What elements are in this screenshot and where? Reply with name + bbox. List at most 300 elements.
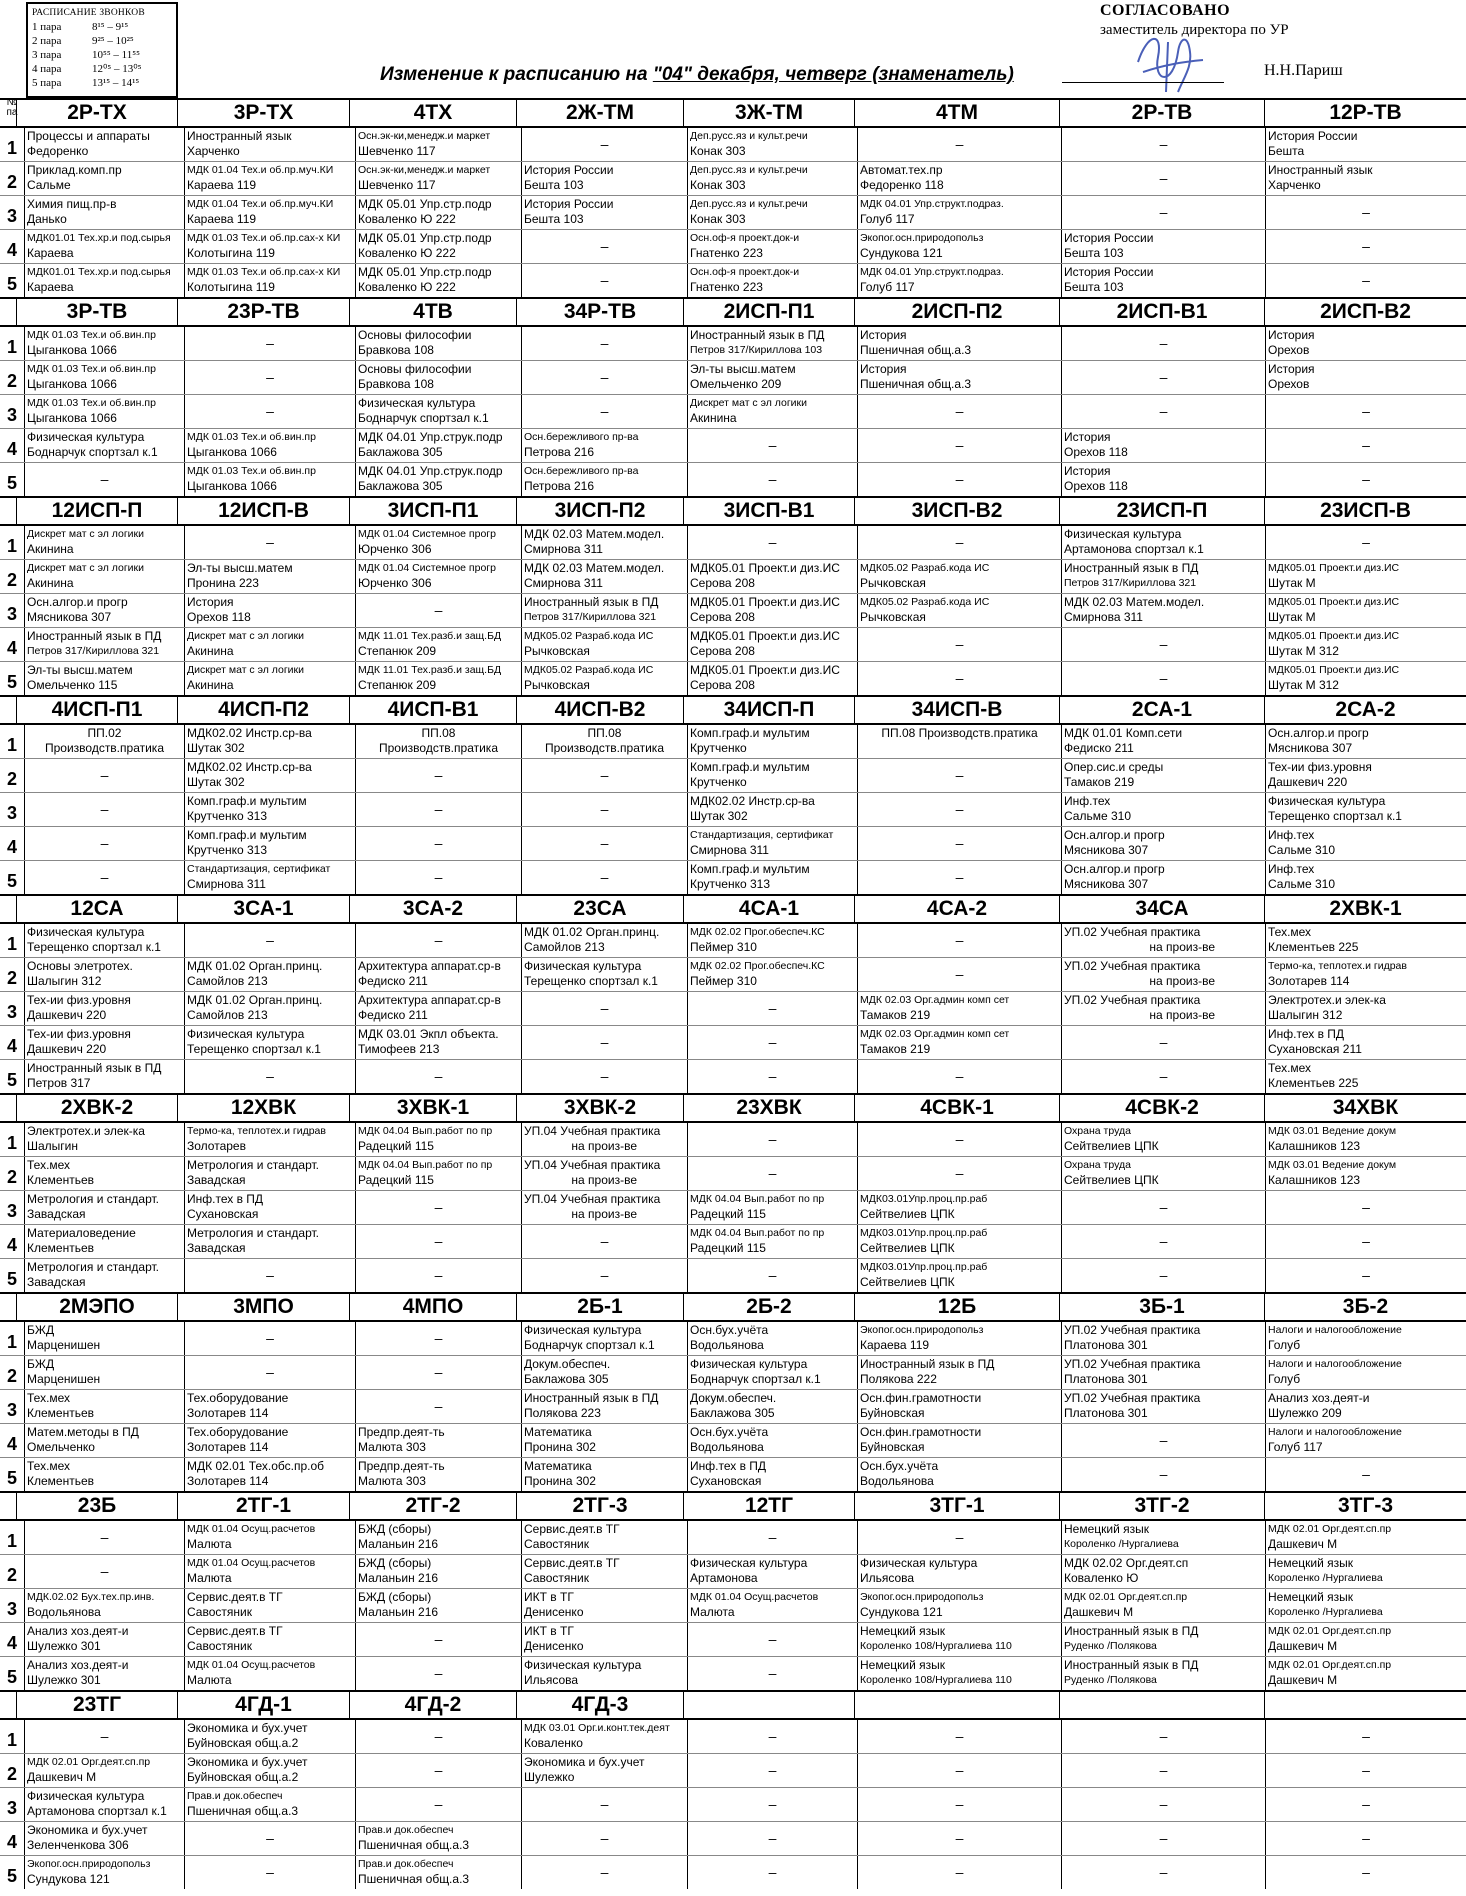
- teacher-room-text: Бешта: [1268, 144, 1305, 158]
- teacher-room-text: Голуб 117: [860, 212, 915, 226]
- pair-number: 4: [6, 1832, 17, 1852]
- lesson-cell: [184, 1623, 355, 1656]
- pair-number: 3: [6, 405, 17, 425]
- lesson-cell: [1061, 162, 1265, 195]
- pair-number: 3: [6, 206, 17, 226]
- subject-text: Основы элетротех.: [27, 959, 133, 973]
- lesson-cell: [24, 725, 184, 758]
- lesson-cell: [687, 162, 857, 195]
- lesson-cell: [687, 793, 857, 826]
- lesson-cell: [355, 1356, 521, 1389]
- lesson-cell: [184, 1754, 355, 1787]
- lesson-cell: [687, 1657, 857, 1690]
- subject-text: Тех-ии физ.уровня: [1268, 760, 1372, 774]
- pair-number: 4: [6, 1633, 17, 1653]
- group-name: 4ТХ: [349, 100, 516, 126]
- lesson-cell: [24, 162, 184, 195]
- empty-dash: –: [955, 767, 964, 783]
- teacher-room-text: Руденко /Полякова: [1064, 1674, 1157, 1686]
- schedule-block: [0, 98, 1466, 297]
- lesson-cell: [184, 264, 355, 297]
- teacher-room-text: Орехов: [1268, 343, 1310, 357]
- lesson-cell: [184, 196, 355, 229]
- group-name: 4ТВ: [349, 299, 516, 325]
- lesson-cell: [1061, 861, 1265, 894]
- lesson-cell: [24, 1390, 184, 1423]
- subject-text: МДК02.02 Инстр.ср-ва: [690, 794, 815, 808]
- teacher-room-text: Мясникова 307: [1064, 877, 1149, 891]
- empty-dash: –: [955, 1068, 964, 1084]
- teacher-room-text: Шевченко 117: [358, 144, 436, 158]
- lesson-cell: [24, 1856, 184, 1889]
- subject-text: Деп.русс.яз и культ.речи: [690, 130, 808, 142]
- empty-dash: –: [1159, 1034, 1168, 1050]
- lesson-cell: [1061, 1657, 1265, 1690]
- lesson-cell: [184, 1123, 355, 1156]
- subject-text: Налоги и налогообложение: [1268, 1358, 1402, 1370]
- subject-text: МДК 11.01 Тех.разб.и защ.БД: [358, 630, 502, 642]
- lesson-cell: [184, 327, 355, 360]
- pair-row: [0, 1458, 1466, 1491]
- lesson-cell: [184, 526, 355, 559]
- teacher-room-text: Терещенко спортзал к.1: [524, 974, 658, 988]
- subject-text: Экопог.осн.природопольз: [27, 1858, 151, 1870]
- bell-row: 3 пара 10⁵⁵ – 11⁵⁵: [32, 49, 140, 61]
- teacher-room-text: Производств.пратика: [378, 741, 498, 755]
- group-name: 3ХВК-2: [516, 1095, 683, 1121]
- group-name: 4ИСП-В2: [516, 697, 683, 723]
- empty-dash: –: [600, 1796, 609, 1812]
- lesson-cell: [521, 1123, 687, 1156]
- empty-dash: –: [1159, 1466, 1168, 1482]
- group-name: 23Б: [16, 1493, 177, 1519]
- signature-line: [1062, 82, 1224, 83]
- lesson-cell: [687, 1458, 857, 1491]
- group-name: 34ХВК: [1264, 1095, 1466, 1121]
- pair-row: [0, 395, 1466, 429]
- subject-text: Экономика и бух.учет: [187, 1755, 308, 1769]
- subject-text: Осн.бережливого пр-ва: [524, 465, 639, 477]
- lesson-cell: [24, 861, 184, 894]
- lesson-cell: [521, 1720, 687, 1753]
- pair-number: 3: [6, 1201, 17, 1221]
- lesson-cell: [1265, 230, 1466, 263]
- teacher-room-text: Водольянова: [690, 1338, 764, 1352]
- lesson-cell: [521, 1225, 687, 1258]
- subject-text: МДК05.01 Проект.и диз.ИС: [690, 561, 840, 575]
- lesson-cell: [521, 361, 687, 394]
- schedule-block: [0, 894, 1466, 1093]
- lesson-cell: [857, 1623, 1061, 1656]
- subject-text: Охрана труда: [1064, 1125, 1131, 1137]
- teacher-room-text: Шулежко 209: [1268, 1406, 1342, 1420]
- empty-dash: –: [100, 767, 109, 783]
- lesson-cell: [857, 1720, 1061, 1753]
- subject-text: Предпр.деят-ть: [358, 1459, 445, 1473]
- lesson-cell: [24, 1259, 184, 1292]
- teacher-room-text: Петров 317/Кириллова 321: [524, 611, 657, 623]
- subject-text: Осн.алгор.и прогр: [27, 595, 128, 609]
- subject-text: МДК 03.01 Ведение докум: [1268, 1159, 1397, 1171]
- lesson-cell: [857, 429, 1061, 462]
- lesson-cell: [1061, 1060, 1265, 1093]
- teacher-room-text: Дашкевич 220: [27, 1042, 107, 1056]
- teacher-room-text: Водольянова: [860, 1474, 934, 1488]
- subject-text: Материаловедение: [27, 1226, 136, 1240]
- subject-text: МДК 01.04 Системное прогр: [358, 528, 496, 540]
- lesson-cell: [1061, 1754, 1265, 1787]
- group-name: 12ИСП-В: [177, 498, 349, 524]
- lesson-cell: [521, 827, 687, 860]
- group-name: 3ИСП-П1: [349, 498, 516, 524]
- lesson-cell: [687, 1157, 857, 1190]
- lesson-cell: [521, 793, 687, 826]
- group-name: 12ТГ: [683, 1493, 854, 1519]
- pair-row: [0, 1521, 1466, 1555]
- subject-text: МДК 01.03 Тех.и об.вин.пр: [27, 397, 156, 409]
- lesson-cell: [857, 196, 1061, 229]
- group-name: 12Б: [854, 1294, 1059, 1320]
- group-name: 23ИСП-П: [1059, 498, 1264, 524]
- teacher-room-text: Савостяник: [524, 1571, 589, 1585]
- group-name: 3Б-1: [1059, 1294, 1264, 1320]
- subject-text: Иностранный язык в ПД: [1064, 1658, 1199, 1672]
- teacher-room-text: Боднарчук спортзал к.1: [358, 411, 489, 425]
- teacher-room-text: Дашкевич М: [1268, 1537, 1338, 1551]
- subject-text: Немецкий язык: [860, 1624, 946, 1638]
- subject-text: МДК05.02 Разраб.кода ИС: [524, 630, 654, 642]
- lesson-cell: [521, 1026, 687, 1059]
- pair-number: 1: [6, 1133, 17, 1153]
- subject-text: Физическая культура: [358, 396, 476, 410]
- empty-dash: –: [434, 1665, 443, 1681]
- teacher-room-text: Пронина 302: [524, 1474, 596, 1488]
- empty-dash: –: [600, 403, 609, 419]
- teacher-room-text: Голуб: [1268, 1338, 1301, 1352]
- lesson-cell: [521, 1623, 687, 1656]
- lesson-cell: [857, 1458, 1061, 1491]
- lesson-cell: [857, 128, 1061, 161]
- teacher-room-text: Сальме: [27, 178, 71, 192]
- group-header-row: [0, 299, 1466, 327]
- lesson-cell: [184, 1555, 355, 1588]
- subject-text: Экономика и бух.учет: [187, 1721, 308, 1735]
- teacher-room-text: Петров 317/Кириллова 321: [27, 645, 160, 657]
- pair-number: 5: [6, 1070, 17, 1090]
- lesson-cell: [24, 1521, 184, 1554]
- teacher-room-text: Водольянова: [27, 1605, 101, 1619]
- teacher-room-text: Федоренко: [27, 144, 89, 158]
- lesson-cell: [687, 230, 857, 263]
- teacher-room-text: Производств.пратика: [44, 741, 164, 755]
- lesson-cell: [1061, 526, 1265, 559]
- empty-dash: –: [768, 534, 777, 550]
- teacher-room-text: Боднарчук спортзал к.1: [690, 1372, 821, 1386]
- teacher-room-text: Боднарчук спортзал к.1: [27, 445, 158, 459]
- lesson-cell: [521, 628, 687, 661]
- header-spacer: [0, 1095, 16, 1121]
- subject-text: МДК 01.04 Осущ.расчетов: [187, 1557, 316, 1569]
- lesson-cell: [687, 1521, 857, 1554]
- empty-dash: –: [768, 1665, 777, 1681]
- lesson-cell: [355, 958, 521, 991]
- lesson-cell: [1061, 395, 1265, 428]
- group-name: 2ИСП-П2: [854, 299, 1059, 325]
- empty-dash: –: [1159, 1233, 1168, 1249]
- pair-row: [0, 924, 1466, 958]
- teacher-room-text: Дашкевич М: [1268, 1673, 1338, 1687]
- empty-dash: –: [1159, 170, 1168, 186]
- empty-dash: –: [768, 1529, 777, 1545]
- empty-dash: –: [955, 1131, 964, 1147]
- teacher-room-text: Радецкий 115: [358, 1139, 434, 1153]
- subject-text: МДК 01.02 Орган.принц.: [187, 993, 323, 1007]
- teacher-room-text: Мясникова 307: [1064, 843, 1149, 857]
- teacher-room-text: Золотарев 114: [187, 1440, 269, 1454]
- teacher-room-text: Тимофеев 213: [358, 1042, 440, 1056]
- schedule-block: [0, 1690, 1466, 1889]
- lesson-cell: [687, 264, 857, 297]
- lesson-cell: [1265, 1191, 1466, 1224]
- group-name: [683, 1692, 854, 1718]
- empty-dash: –: [1362, 1728, 1370, 1744]
- teacher-room-text: Маланьин 216: [358, 1537, 439, 1551]
- schedule-grid: [0, 98, 1466, 1889]
- group-name: 3Р-ТХ: [177, 100, 349, 126]
- subject-text: Тех.мех: [27, 1391, 71, 1405]
- lesson-cell: [24, 196, 184, 229]
- lesson-cell: [355, 196, 521, 229]
- subject-text: Деп.русс.яз и культ.речи: [690, 198, 808, 210]
- empty-dash: –: [955, 471, 964, 487]
- lesson-cell: [687, 725, 857, 758]
- subject-text: Тех-ии физ.уровня: [27, 993, 131, 1007]
- subject-text: Архитектура аппарат.ср-в: [358, 993, 501, 1007]
- lesson-cell: [355, 327, 521, 360]
- lesson-cell: [24, 1424, 184, 1457]
- lesson-cell: [355, 1521, 521, 1554]
- lesson-cell: [857, 1026, 1061, 1059]
- bell-row: 4 пара 12⁰⁵ – 13⁰⁵: [32, 63, 142, 75]
- teacher-room-text: Дашкевич М: [27, 1770, 97, 1784]
- lesson-cell: [24, 662, 184, 695]
- lesson-cell: [184, 992, 355, 1025]
- teacher-room-text: Омельченко: [27, 1440, 95, 1454]
- teacher-room-text: Денисенко: [524, 1605, 584, 1619]
- schedule-block: [0, 1093, 1466, 1292]
- lesson-cell: [184, 1191, 355, 1224]
- group-name: 2Ж-ТМ: [516, 100, 683, 126]
- group-name: 4СВК-1: [854, 1095, 1059, 1121]
- lesson-cell: [1061, 327, 1265, 360]
- teacher-room-text: Петрова 216: [524, 445, 595, 459]
- teacher-room-text: Калашников 123: [1268, 1139, 1361, 1153]
- empty-dash: –: [768, 1830, 777, 1846]
- subject-text: УП.02 Учебная практика: [1064, 1323, 1201, 1337]
- lesson-cell: [1061, 958, 1265, 991]
- group-name: 3ИСП-П2: [516, 498, 683, 524]
- teacher-room-text: Пшеничная общ.а.3: [187, 1804, 299, 1818]
- subject-text: Физическая культура: [187, 1027, 305, 1041]
- lesson-cell: [521, 1788, 687, 1821]
- empty-dash: –: [434, 801, 443, 817]
- subject-text: МДК05.01 Проект.и диз.ИС: [1268, 664, 1400, 676]
- subject-text: Комп.граф.и мультим: [187, 794, 307, 808]
- subject-text: МДК 05.01 Упр.стр.подр: [358, 231, 492, 245]
- group-name: 3Ж-ТМ: [683, 100, 854, 126]
- lesson-cell: [24, 463, 184, 496]
- subject-text: Осн.бух.учёта: [690, 1323, 769, 1337]
- teacher-room-text: Пшеничная общ.а.3: [860, 343, 972, 357]
- subject-text: Докум.обеспеч.: [524, 1357, 611, 1371]
- lesson-cell: [184, 1856, 355, 1889]
- teacher-room-text: Клементьев 225: [1268, 940, 1359, 954]
- subject-text: Метрология и стандарт.: [187, 1158, 319, 1172]
- group-name: 3ХВК-1: [349, 1095, 516, 1121]
- empty-dash: –: [768, 1068, 777, 1084]
- header-spacer: [0, 1692, 16, 1718]
- group-header-row: [0, 1692, 1466, 1720]
- group-name: 4СВК-2: [1059, 1095, 1264, 1121]
- subject-text: Инф.тех в ПД: [690, 1459, 767, 1473]
- teacher-room-text: Смирнова 311: [187, 877, 266, 891]
- subject-text: МДК 01.04 Системное прогр: [358, 562, 496, 574]
- lesson-cell: [355, 759, 521, 792]
- lesson-cell: [24, 526, 184, 559]
- teacher-room-text: Сейтвелиев ЦПК: [1064, 1173, 1159, 1187]
- lesson-cell: [1265, 1225, 1466, 1258]
- teacher-room-text: Смирнова 311: [524, 576, 603, 590]
- subject-text: Стандартизация, сертификат: [187, 863, 331, 875]
- group-name: 23Р-ТВ: [177, 299, 349, 325]
- group-name: 34ИСП-В: [854, 697, 1059, 723]
- pair-number: 4: [6, 1036, 17, 1056]
- empty-dash: –: [768, 437, 777, 453]
- lesson-cell: [857, 827, 1061, 860]
- lesson-cell: [1265, 958, 1466, 991]
- empty-dash: –: [1362, 272, 1370, 288]
- lesson-cell: [24, 1555, 184, 1588]
- subject-text: Физическая культура: [690, 1357, 808, 1371]
- teacher-room-text: Тамаков 219: [860, 1008, 931, 1022]
- subject-text: Иностранный язык в ПД: [524, 1391, 659, 1405]
- lesson-cell: [184, 1720, 355, 1753]
- lesson-cell: [521, 429, 687, 462]
- teacher-room-text: Короленко /Нургалиева: [1268, 1572, 1383, 1584]
- empty-dash: –: [600, 136, 609, 152]
- pair-row: [0, 162, 1466, 196]
- lesson-cell: [521, 1856, 687, 1889]
- teacher-room-text: Завадская: [187, 1173, 246, 1187]
- lesson-cell: [355, 526, 521, 559]
- lesson-cell: [1061, 1225, 1265, 1258]
- group-name: 34СА: [1059, 896, 1264, 922]
- lesson-cell: [857, 1657, 1061, 1690]
- lesson-cell: [857, 162, 1061, 195]
- subject-text: Основы философии: [358, 362, 472, 376]
- lesson-cell: [355, 992, 521, 1025]
- teacher-room-text: на произ-ве: [1149, 974, 1215, 988]
- empty-dash: –: [955, 1728, 964, 1744]
- pair-number: 4: [6, 439, 17, 459]
- approval-heading: СОГЛАСОВАНО: [1100, 2, 1231, 19]
- lesson-cell: [1265, 759, 1466, 792]
- empty-dash: –: [266, 1364, 274, 1380]
- lesson-cell: [521, 924, 687, 957]
- pair-number: 4: [6, 1235, 17, 1255]
- pair-number: 2: [6, 968, 17, 988]
- subject-text: МДК 01.04 Осущ.расчетов: [690, 1591, 819, 1603]
- subject-text: БЖД (сборы): [358, 1556, 432, 1570]
- subject-text: МДК05.01 Проект.и диз.ИС: [1268, 630, 1400, 642]
- subject-text: Физическая культура: [27, 430, 145, 444]
- lesson-cell: [355, 1123, 521, 1156]
- empty-dash: –: [1362, 471, 1370, 487]
- subject-text: МДК 02.01 Орг.деят.сп.пр: [1064, 1591, 1188, 1603]
- lesson-cell: [24, 327, 184, 360]
- empty-dash: –: [266, 335, 274, 351]
- subject-text: МДК05.01 Проект.и диз.ИС: [1268, 596, 1400, 608]
- subject-text: УП.04 Учебная практика: [524, 1192, 661, 1206]
- group-name: 3Б-2: [1264, 1294, 1466, 1320]
- lesson-cell: [521, 526, 687, 559]
- subject-text: Докум.обеспеч.: [690, 1391, 777, 1405]
- subject-text: Физическая культура: [27, 1789, 145, 1803]
- empty-dash: –: [600, 1034, 609, 1050]
- pair-row: [0, 1225, 1466, 1259]
- lesson-cell: [687, 429, 857, 462]
- empty-dash: –: [434, 1233, 443, 1249]
- empty-dash: –: [955, 136, 964, 152]
- teacher-room-text: Золотарев 114: [1268, 974, 1350, 988]
- lesson-cell: [1265, 1720, 1466, 1753]
- subject-text: МДК 01.04 Осущ.расчетов: [187, 1659, 316, 1671]
- pair-row: [0, 1623, 1466, 1657]
- empty-dash: –: [955, 1762, 964, 1778]
- subject-text: БЖД: [27, 1323, 55, 1337]
- subject-text: Тех.оборудование: [187, 1391, 289, 1405]
- lesson-cell: [521, 861, 687, 894]
- empty-dash: –: [434, 1199, 443, 1215]
- lesson-cell: [24, 230, 184, 263]
- subject-text: МДК 04.01 Упр.струк.подр: [358, 464, 503, 478]
- subject-text: Немецкий язык: [860, 1658, 946, 1672]
- empty-dash: –: [1159, 403, 1168, 419]
- lesson-cell: [521, 958, 687, 991]
- teacher-room-text: Боднарчук спортзал к.1: [524, 1338, 655, 1352]
- lesson-cell: [1061, 1720, 1265, 1753]
- teacher-room-text: Завадская: [187, 1241, 246, 1255]
- teacher-room-text: Сундукова 121: [860, 246, 943, 260]
- lesson-cell: [1061, 1623, 1265, 1656]
- lesson-cell: [521, 1555, 687, 1588]
- teacher-room-text: Омельченко 115: [27, 678, 118, 692]
- subject-text: Инф.тех: [1268, 862, 1315, 876]
- subject-text: МДК 04.04 Вып.работ по пр: [358, 1125, 493, 1137]
- pair-number: 3: [6, 1599, 17, 1619]
- pair-row: [0, 759, 1466, 793]
- empty-dash: –: [600, 1000, 609, 1016]
- lesson-cell: [1061, 827, 1265, 860]
- group-name: 12Р-ТВ: [1264, 100, 1466, 126]
- pair-number: 5: [6, 274, 17, 294]
- lesson-cell: [184, 793, 355, 826]
- teacher-room-text: Шутак 302: [187, 775, 245, 789]
- lesson-cell: [24, 1322, 184, 1355]
- empty-dash: –: [955, 1165, 964, 1181]
- teacher-room-text: Крутченко 313: [690, 877, 770, 891]
- empty-dash: –: [1362, 1864, 1370, 1880]
